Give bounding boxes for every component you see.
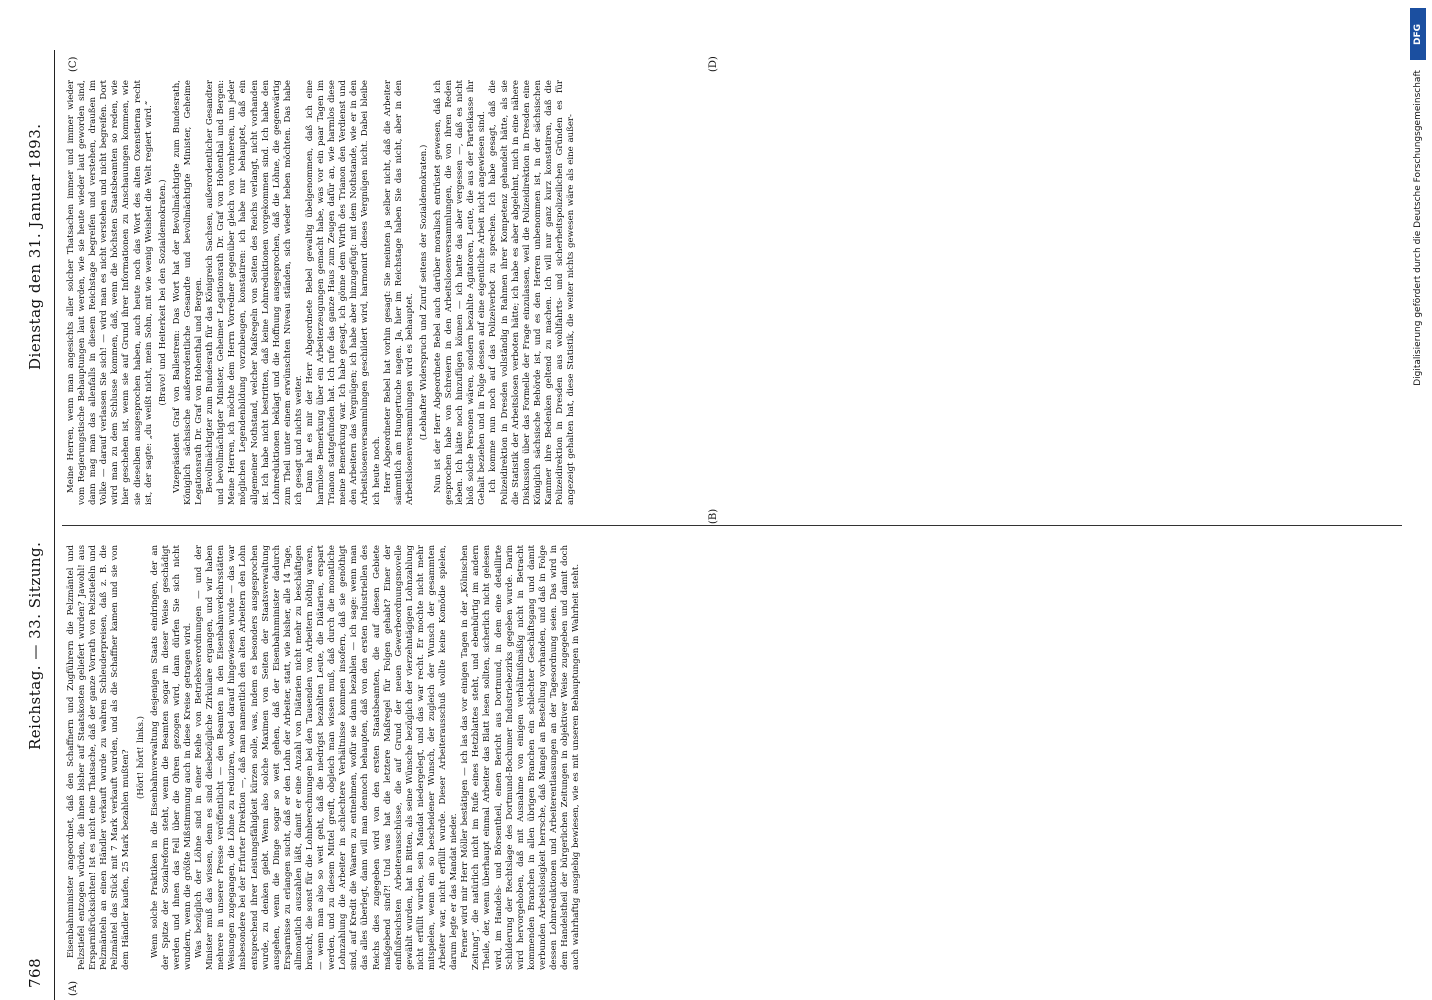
paragraph: Wenn solche Praktiken in die Eisenbahnverwaltung desjenigen Staats eindringen, der an der Spitze der Sozialreform steht, wenn die Beamten sogar in dieser Weise geschädigt werden und ihnen das Fell über die Ohren gezogen wird, dann dürfen Sie sich nicht wundern, wenn die größte Mißstimmung auch in diese Kreise getragen wird. [149,545,193,970]
paragraph: Herr Abgeordneter Bebel hat vorhin gesagt: Sie meinten ja selber nicht, daß die Arbeiter sämmtlich am Hungertuche nagen. Ja, hier im Reichstage haben Sie das nicht, aber in den Arbeitslosenversammlungen wird es behauptet. [382,80,415,505]
paragraph: Meine Herren, wenn man angesichts aller solcher Thatsachen immer und immer wieder vom Regierungstische Behauptungen laut werden, wie sie heute wieder laut geworden sind, dann mag man das allenfalls in diesem Reichstage begreifen und verstehen, draußen im Volke — darauf verlassen Sie sich! — wird man es nicht verstehen und nicht begreifen. Dort wird man zu dem Schlusse kommen, daß, wenn die höchsten Staatsbeamten so reden, wie hier geschehen ist, wenn sie auf Grund ihrer Informationen zu Anschauungen kommen, wie sie dieselben ausgesprochen haben, auch heute noch das Wort des alten Oxenstierna recht ist, der sagte: „du weißt nicht, mein Sohn, mit wie wenig Weisheit die Welt regiert wird.“ [66,80,154,505]
margin-marker-a: (A) [68,980,79,996]
dfg-sidebar [1404,0,1432,1000]
left-column [66,545,1396,970]
paragraph: Bevollmächtigter zum Bundesrath für das Königreich Sachsen, außerordentlicher Gesandter und bevollmächtigter Minister, Geheimer Legationsrath Dr. Graf von Hohenthal und Bergen: Meine Herren, ich möchte dem Herrn Vorredner gegenüber gleich von vornherein, um jeder möglichen Legendenbildung vorzubeugen, konstatiren: ich habe nur behauptet, daß ein allgemeiner Nothstand, welcher Maßregeln von Seiten des Reichs verlangt, nicht vorhanden ist. Ich habe nicht bestritten, daß keine Lohnreduktionen vorgekommen sind. Ich habe den Lohnreduktionen beklagt und die Hoffnung ausgesprochen, daß die Löhne, die gegenwärtig zum Theil unter einem erwünschten Niveau ständen, sich wieder heben möchten. Das habe ich gesagt und nichts weiter. [205,80,304,505]
right-column [66,80,1396,505]
rotated-page-content [18,50,1413,1000]
interjection: (Hört! hört! links.) [135,716,146,799]
margin-marker-d: (D) [708,56,719,72]
margin-marker-b: (B) [708,508,719,524]
interjection: (Lebhafter Widerspruch und Zuruf seitens der Sozialdemokraten.) [418,144,429,441]
margin-marker-c: (C) [68,56,79,72]
page-header [18,50,58,1000]
paragraph: Vizepräsident Graf von Ballestrem: Das Wort hat der Bevollmächtigte zum Bundesrath, Königlich sächsische außerordentliche Gesandte und bevollmächtigte Minister, Geheime Legationsrath Dr. Graf von Hohenthal und Bergen. [171,80,205,505]
paragraph: Eisenbahnminister angeordnet, daß den Schaffnern und Zugführern die Pelzmäntel und Pelzstiefel entzogen würden, die ihnen bisher auf Staatskosten geliefert wurden? Jawohl! aus Ersparnißrücksichten! Ist es nicht eine Thatsache, daß der ganze Vorrath von Pelzstiefeln und Pelzmänteln an einen Händler verkauft wurde zu wahren Schleuderpreisen, daß z. B. die Pelzmäntel das Stück mit 7 Mark verkauft wurden, und als die Schaffner kamen und sie von dem Händler kaufen, 25 Mark bezahlen mußten? [66,545,132,970]
header-rule [54,50,55,1000]
session-date: Dienstag den 31. Januar 1893. [26,123,44,370]
paragraph: Nun ist der Herr Abgeordnete Bebel auch darüber moralisch entrüstet gewesen, daß ich gesprochen habe von Schreiern in den Arbeitslosenversammlungen, die von ihren Reden leben. Ich hätte noch hinzufügen können — ich hatte das aber vergessen —, daß es nicht bloß solche Personen wären, sondern bezahlte Agitatoren, Leute, die aus der Parteikasse ihr Gehalt beziehen und in Folge dessen auf eine eigentliche Arbeit nicht angewiesen sind. [433,80,488,505]
interjection: (Bravo! und Heiterkeit bei den Sozialdemokraten.) [157,179,168,406]
paragraph: Was bezüglich der Löhne sind in einer Reihe von Betriebsverordnungen — und der Minister muß das wissen, denn es sind diesbezügliche Zirkulare ergangen, und wir haben mehrere in unserer Presse veröffentlicht — den Beamten in den Eisenbahnverkehrsstätten Weisungen zugegangen, die Löhne zu reduziren, wobei darauf hingewiesen wurde — das war insbesondere bei der Erfurter Direktion —, daß man namentlich den alten Arbeitern den Lohn entsprechend ihrer Leistungsfähigkeit kürzen solle, was, indem es besonders ausgesprochen wurde, zu denken giebt. Wenn also solche Maximen von Seiten der Staatsverwaltung ausgehen, wenn die Dinge sogar so weit gehen, daß der Eisenbahnminister dadurch Ersparnisse zu erlangen sucht, daß er den Lohn der Arbeiter, statt, wie bisher, alle 14 Tage, allmonatlich auszahlen läßt, damit er eine Anzahl von Diätarien nicht mehr zu beschäftigen braucht, die sonst für die Lohnberechnungen bei den Tausenden von Arbeitern nöthig waren, — wenn man also so weit geht, daß die niedrigst bezahlten Leute, die Diätarien, erspart werden, und zu diesem Mittel greift, obgleich man wissen muß, daß durch die monatliche Lohnzahlung die Arbeiter in schlechtere Verhältnisse kommen insofern, daß sie genöthigt sind, auf Kredit die Waaren zu entnehmen, wofür sie dann bezahlen — ich sage: wenn man das alles überlegt, dann will man dennoch behaupten, daß von den ersten Industriellen des Reichs dies zugegeben wird von den ersten Staatsbeamten, die auf diesen Gebiete maßgebend sind?! Und was hat die letztere Maßregel für Folgen gehabt? Einer der einflußreichsten Arbeiterausschüsse, die auf Grund der neuen Gewerbeordnungsnovelle gewählt wurden, hat in Bitten, als seine Wünsche bezüglich der vierzehntägigen Lohnzahlung nicht erfüllt wurden, sein Mandat niedergelegt, und das war recht. Er mochte nicht mehr mitspielen, wenn ein so bescheidener Wunsch, der zugleich der Wunsch der gesammten Arbeiter war, nicht erfüllt wurde. Dieser Arbeiterausschuß wollte keine Komödie spielen, darum legte er das Mandat nieder. [194,545,460,970]
paragraph: Dann hat es mir der Herr Abgeordnete Bebel gewaltig übelgenommen, daß ich eine harmlose Bemerkung über ein Arbeiterzeugungen gemacht habe, was vor ein paar Tagen im Trianon stattgefunden hat. Ich rufe das ganze Haus zum Zeugen dafür an, wie harmlos diese meine Bemerkung war. Ich habe gesagt, ich gönne dem Wirth des Trianon den Verdienst und den Arbeitern das Vergnügen; ich habe aber hinzugefügt: mit dem Nothstande, wie er in den Arbeitslosenversammlungen geschildert wird, harmonirt dieses Vergnügen nicht. Dabei bleibe ich heute noch. [304,80,382,505]
dfg-credit-text: Digitalisierung gefördert durch die Deutsche Forschungsgemeinschaft [1413,70,1423,386]
paragraph: Ich komme nun noch auf das Polizeiverbot zu sprechen. Ich habe gesagt, daß die Polizeidirektion in Dresden vollständig in Rahmen ihrer Kompetenz gehandelt hätte, als sie die Statistik der Arbeitslosen verboten hätte; ich habe es aber abgelehnt, mich in eine nähere Diskussion über das Formelle der Frage einzulassen, weil die Polizeidirektion in Dresden eine Königlich sächsische Behörde ist, und es den Herren unbenommen ist, in der sächsischen Kammer ihre Bedenken geltend zu machen. Ich will nur ganz kurz konstatiren, daß die Polizeidirektion in Dresden aus wohlfahrts- und sicherheitspolizeilichen Gründen es für angezeigt gehalten hat, diese Statistik, die weiter nichts gewesen wäre als eine außer- [488,80,577,505]
session-title: Reichstag. — 33. Sitzung. [26,541,44,750]
paragraph: Ferner wird mir Herr Möller bestätigen — ich las das vor einigen Tagen in der „Kölnischen Zeitung“, die natürlich nicht im Rufe eines Hetzblattes steht, und ebenbürtig im andern Theile, der, wenn überhaupt einmal Arbeiter das Blatt lesen sollten, sicherlich nicht gelesen wird, im Handels- und Börsentheil, einen Bericht aus Dortmund, in dem eine detaillirte Schilderung der Rechtslage des Dortmund-Bochumer Industriebezirks gegeben wurde. Darin wird hervorgehoben, daß mit Ausnahme von einigen verhältnißmäßig nicht in Betracht kommenden Branchen in allen übrigen Branchen ein schlechter Geschäftsgang und damit verbunden Arbeitslosigkeit herrsche, daß Mangel an Bestellung vorhanden, und daß in Folge dessen Lohnreduktionen und Arbeiterentlassungen an der Tagesordnung seien. Das wird in dem Handelstheil der bürgerlichen Zeitungen in objektiver Weise zugegeben und damit doch auch wahrhaftig ausgiebig bewiesen, wie es mit unseren Behauptungen in Wahrheit steht. [460,545,582,970]
column-separator [62,525,1402,526]
page-number: 768 [26,957,44,988]
dfg-logo-icon: DFG [1410,8,1426,60]
